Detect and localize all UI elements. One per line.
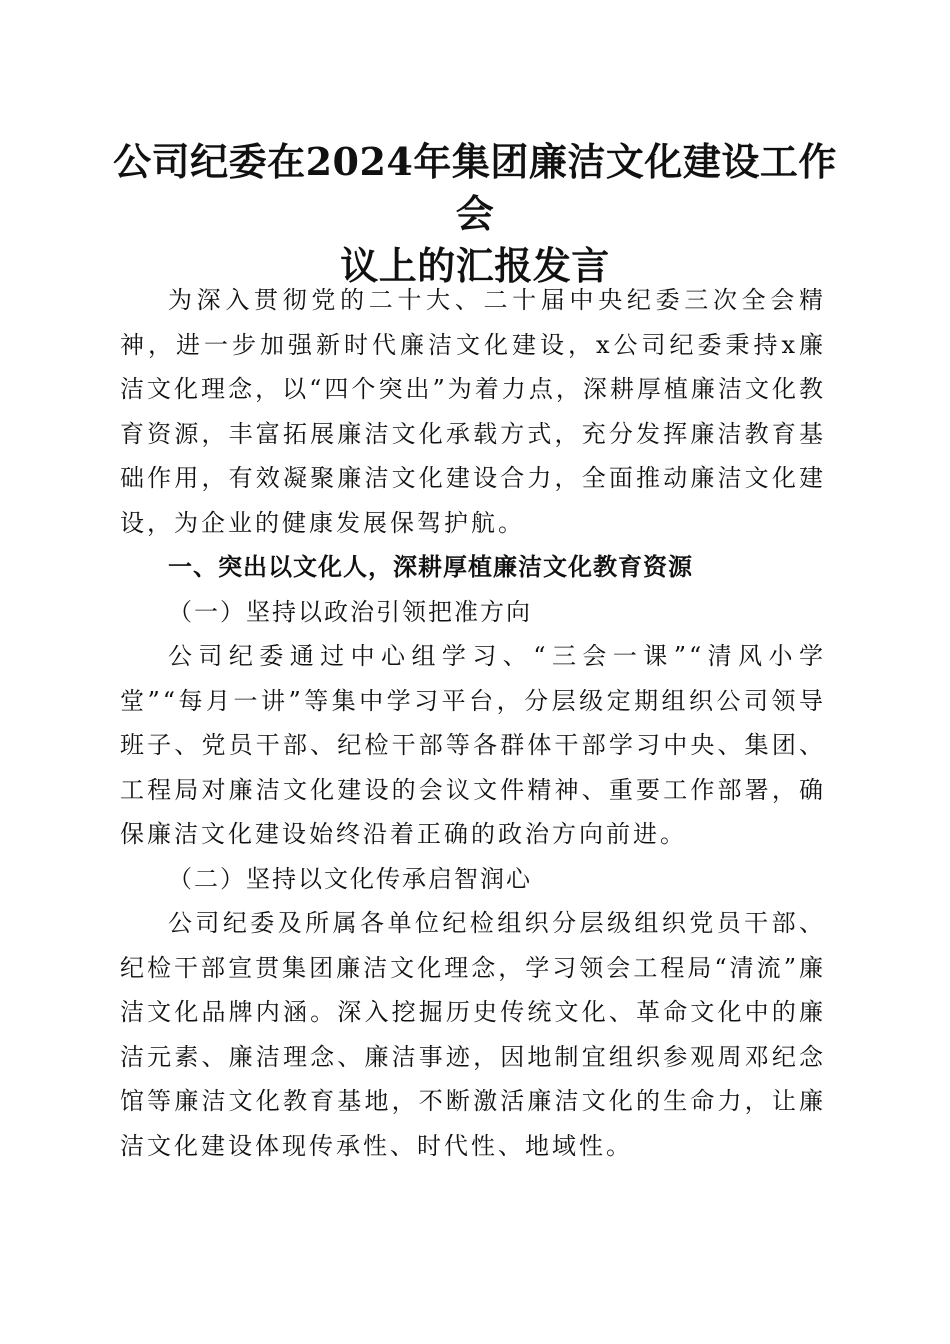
section-1-heading: 一、突出以文化人，深耕厚植廉洁文化教育资源 (168, 553, 693, 581)
subsection-1-heading: （一）坚持以政治引领把准方向 (168, 597, 532, 626)
document-body (120, 278, 826, 1168)
document-title (100, 136, 850, 292)
title-line-1: 公司纪委在2024年集团廉洁文化建设工作会 (113, 139, 837, 236)
subsection-2-paragraph: 公司纪委及所属各单位纪检组织分层级组织党员干部、纪检干部宣贯集团廉洁文化理念，学习领会工程局“清流”廉洁文化品牌内涵。深入挖掘历史传统文化、革命文化中的廉洁元素、廉洁理念、廉洁事迹，因地制宜组织参观周邓纪念馆等廉洁文化教育基地，不断激活廉洁文化的生命力，让廉洁文化建设体现传承性、时代性、地域性。 (120, 909, 826, 1160)
subsection-1-paragraph: 公司纪委通过中心组学习、“三会一课”“清风小学堂”“每月一讲”等集中学习平台，分层级定期组织公司领导班子、党员干部、纪检干部等各群体干部学习中央、集团、工程局对廉洁文化建设的会议文件精神、重要工作部署，确保廉洁文化建设始终沿着正确的政治方向前进。 (120, 642, 826, 848)
subsection-2-heading: （二）坚持以文化传承启智润心 (168, 864, 532, 893)
title-line-2: 议上的汇报发言 (340, 243, 610, 288)
intro-paragraph: 为深入贯彻党的二十大、二十届中央纪委三次全会精神，进一步加强新时代廉洁文化建设，x公司纪委秉持x廉洁文化理念，以“四个突出”为着力点，深耕厚植廉洁文化教育资源，丰富拓展廉洁文化承载方式，充分发挥廉洁教育基础作用，有效凝聚廉洁文化建设合力，全面推动廉洁文化建设，为企业的健康发展保驾护航。 (120, 286, 826, 537)
